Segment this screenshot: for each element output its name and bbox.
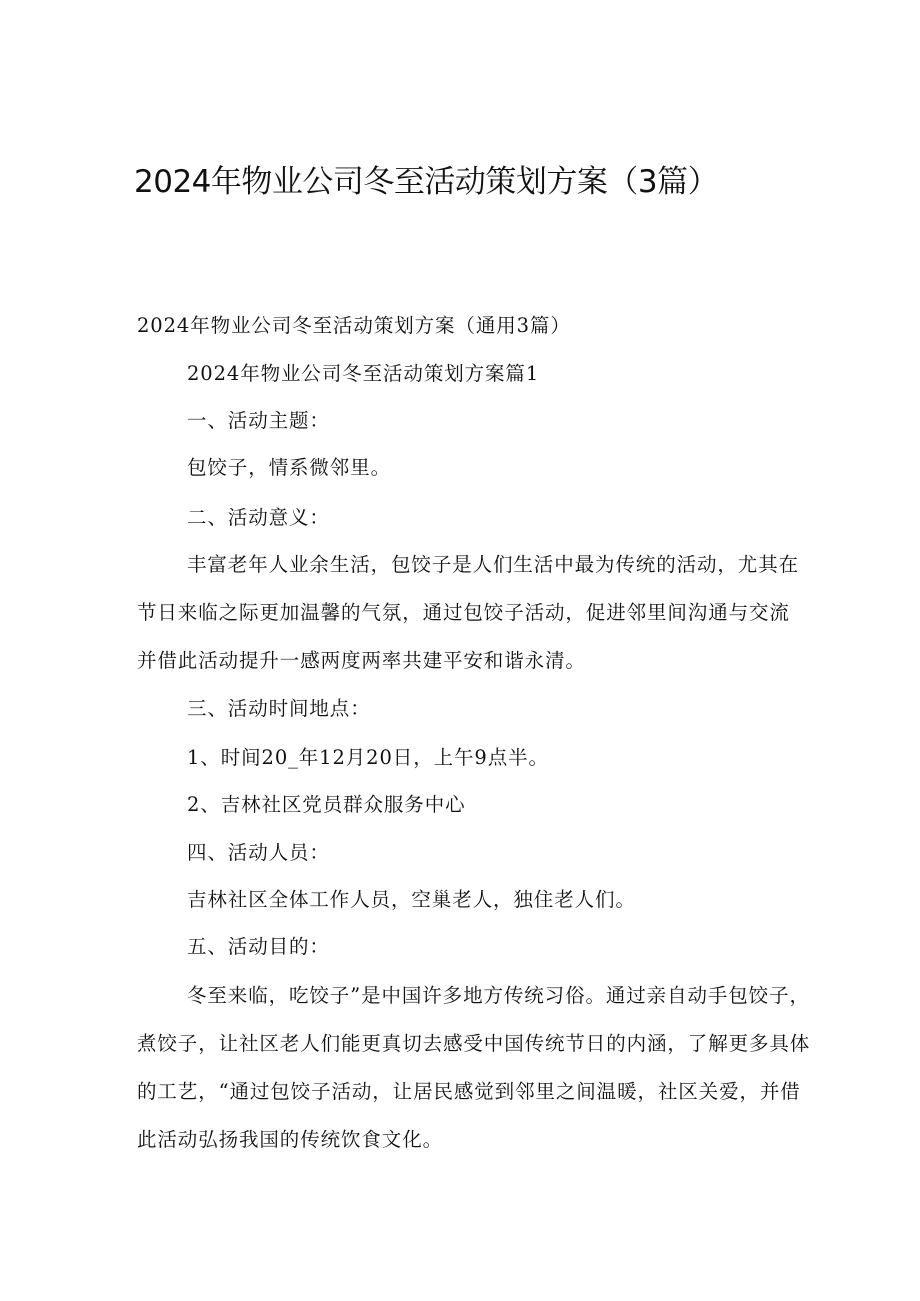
- heading-participants: 四、活动人员：: [187, 841, 330, 864]
- paragraph-theme: 包饺子，情系微邻里。: [187, 456, 392, 479]
- paragraph-significance-line-1: 丰富老年人业余生活，包饺子是人们生活中最为传统的活动，尤其在: [187, 553, 800, 576]
- list-item-time: 1、时间20_年12月20日，上午9点半。: [187, 746, 549, 769]
- heading-activity-significance: 二、活动意义：: [187, 506, 330, 529]
- paragraph-purpose-line-2: 煮饺子，让社区老人们能更真切去感受中国传统节日的内涵，了解更多具体: [137, 1032, 811, 1055]
- paragraph-significance-line-2: 节日来临之际更加温馨的气氛，通过包饺子活动，促进邻里间沟通与交流: [137, 601, 790, 624]
- section-heading-article-1: 2024年物业公司冬至活动策划方案篇1: [187, 362, 540, 385]
- paragraph-purpose-line-1: 冬至来临，吃饺子”是中国许多地方传统习俗。通过亲自动手包饺子，: [187, 984, 810, 1007]
- heading-activity-theme: 一、活动主题：: [187, 409, 330, 432]
- paragraph-participants: 吉林社区全体工作人员，空巢老人，独住老人们。: [187, 888, 636, 911]
- paragraph-significance-line-3: 并借此活动提升一感两度两率共建平安和谐永清。: [137, 649, 586, 672]
- list-item-location: 2、吉林社区党员群众服务中心: [187, 793, 466, 816]
- subtitle-line: 2024年物业公司冬至活动策划方案（通用3篇）: [137, 314, 571, 337]
- document-title: 2024年物业公司冬至活动策划方案（3篇）: [134, 164, 719, 200]
- heading-purpose: 五、活动目的：: [187, 935, 330, 958]
- heading-time-location: 三、活动时间地点：: [187, 697, 371, 720]
- paragraph-purpose-line-4: 此活动弘扬我国的传统饮食文化。: [137, 1128, 444, 1151]
- paragraph-purpose-line-3: 的工艺，“通过包饺子活动，让居民感觉到邻里之间温暖，社区关爱，并借: [137, 1080, 801, 1103]
